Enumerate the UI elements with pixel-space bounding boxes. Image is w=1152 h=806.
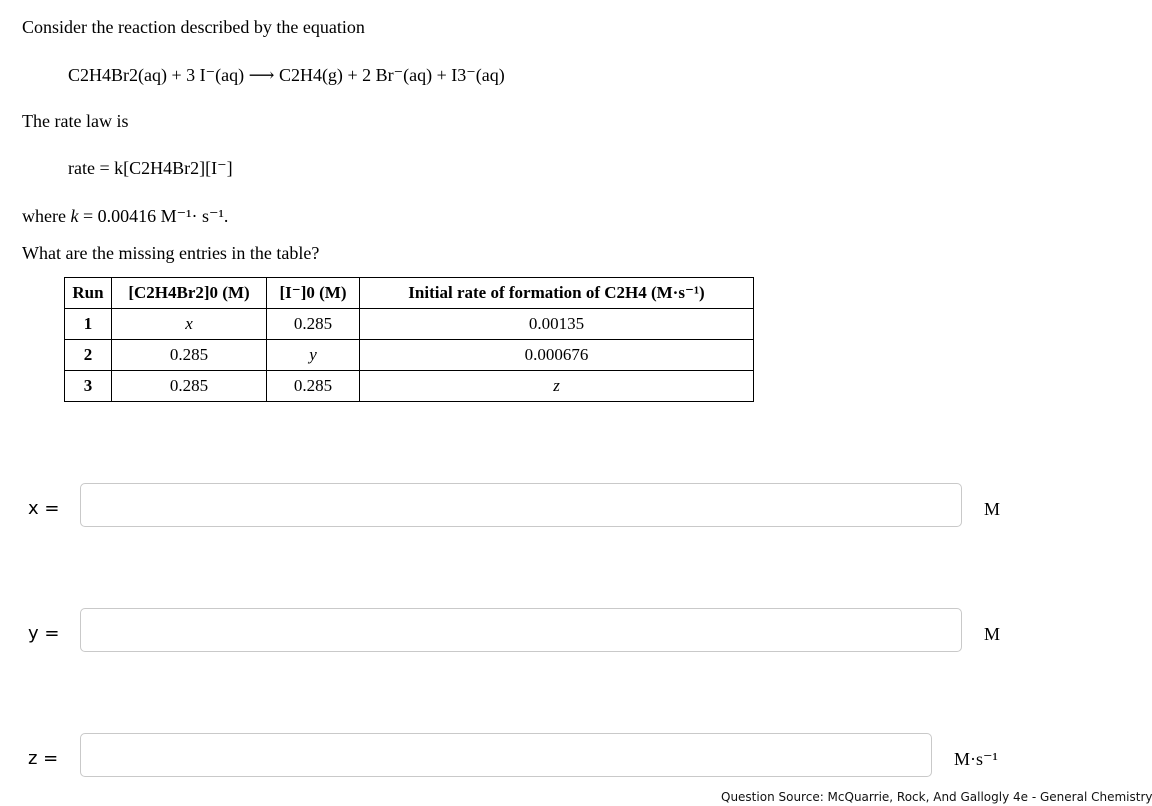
header-iodide-conc: [I⁻]0 (M) bbox=[267, 278, 360, 309]
header-initial-rate: Initial rate of formation of C2H4 (M·s⁻¹) bbox=[360, 278, 754, 309]
header-run: Run bbox=[65, 278, 112, 309]
k-value: = 0.00416 M⁻¹· s⁻¹. bbox=[82, 206, 229, 226]
reactant-iodide: I⁻(aq) bbox=[199, 65, 245, 85]
reaction-arrow: ⟶ bbox=[248, 65, 275, 85]
answer-z-unit: M·s⁻¹ bbox=[954, 749, 998, 769]
answer-y-unit: M bbox=[984, 624, 1001, 644]
header-dibromoethane-conc: [C2H4Br2]0 (M) bbox=[112, 278, 267, 309]
product-triiodide: I3⁻(aq) bbox=[451, 65, 505, 85]
cell-iodide-conc: 0.285 bbox=[267, 309, 360, 340]
question-source: Question Source: McQuarrie, Rock, And Gallogly 4e - General Chemistry bbox=[721, 790, 1152, 804]
rate-law-expression: rate = k[C2H4Br2][I⁻] bbox=[68, 158, 233, 178]
cell-run: 3 bbox=[65, 371, 112, 402]
cell-iodide-conc: 0.285 bbox=[267, 371, 360, 402]
answer-x-unit: M bbox=[984, 499, 1001, 519]
cell-initial-rate: 0.00135 bbox=[360, 309, 754, 340]
cell-initial-rate: z bbox=[360, 371, 754, 402]
cell-iodide-conc: y bbox=[267, 340, 360, 371]
answer-z-label: z = bbox=[28, 748, 59, 769]
cell-initial-rate: 0.000676 bbox=[360, 340, 754, 371]
answer-y-input[interactable] bbox=[80, 608, 962, 652]
table-row bbox=[65, 340, 754, 371]
product-bromide: Br⁻(aq) bbox=[375, 65, 433, 85]
cell-dibromoethane-conc: x bbox=[112, 309, 267, 340]
equation-plus-2: + 2 bbox=[347, 65, 372, 85]
rate-data-table bbox=[64, 277, 754, 402]
question-intro: Consider the reaction described by the equation bbox=[22, 17, 365, 37]
product-ethylene: C2H4(g) bbox=[278, 65, 343, 85]
answer-z-input[interactable] bbox=[80, 733, 932, 777]
cell-run: 2 bbox=[65, 340, 112, 371]
table-row bbox=[65, 371, 754, 402]
answer-y-label: y = bbox=[28, 623, 60, 644]
k-symbol: k bbox=[70, 206, 79, 226]
rate-law-intro: The rate law is bbox=[22, 111, 129, 131]
equation-plus-1: + 3 bbox=[171, 65, 196, 85]
cell-run: 1 bbox=[65, 309, 112, 340]
table-header-row bbox=[65, 278, 754, 309]
equation-plus-3: + bbox=[436, 65, 447, 85]
answer-x-label: x = bbox=[28, 498, 60, 519]
question-prompt: What are the missing entries in the table? bbox=[22, 243, 320, 263]
rate-constant-line bbox=[22, 205, 228, 227]
reaction-equation bbox=[68, 64, 505, 86]
answer-x-input[interactable] bbox=[80, 483, 962, 527]
table-row bbox=[65, 309, 754, 340]
reactant-dibromoethane: C2H4Br2(aq) bbox=[68, 65, 167, 85]
cell-dibromoethane-conc: 0.285 bbox=[112, 371, 267, 402]
cell-dibromoethane-conc: 0.285 bbox=[112, 340, 267, 371]
where-prefix: where bbox=[22, 206, 66, 226]
